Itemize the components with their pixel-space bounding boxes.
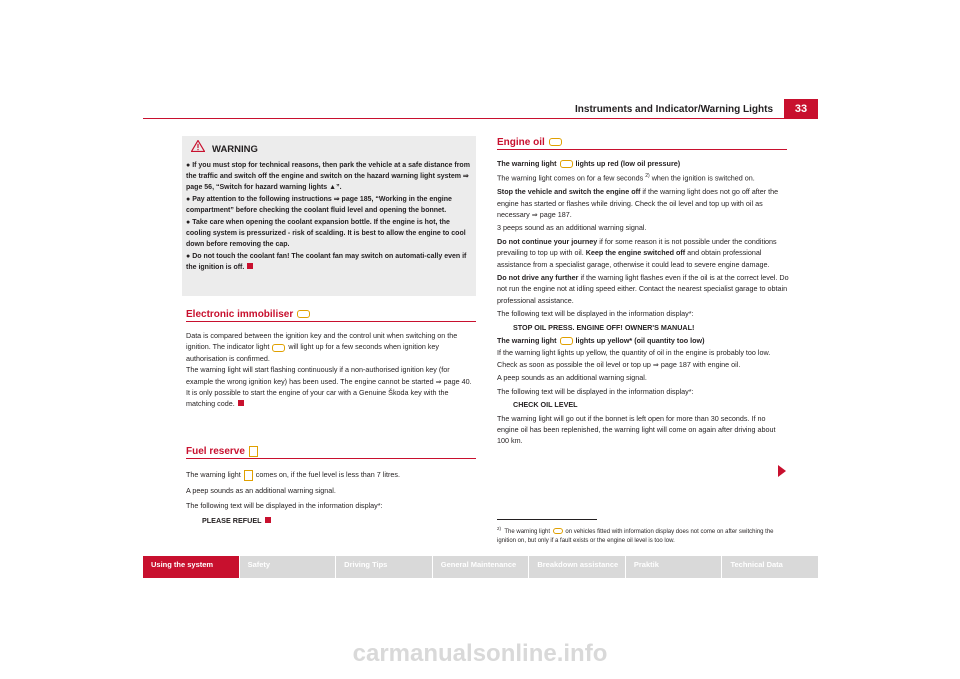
oil-can-icon bbox=[560, 337, 573, 345]
fuel-reserve-heading: Fuel reserve bbox=[186, 446, 259, 457]
nav-safety[interactable]: Safety bbox=[240, 556, 337, 578]
header-rule bbox=[143, 118, 818, 119]
nav-general-maintenance[interactable]: General Maintenance bbox=[433, 556, 530, 578]
continue-arrow-icon bbox=[778, 465, 786, 477]
chapter-nav bbox=[143, 556, 818, 578]
watermark: carmanualsonline.info bbox=[352, 640, 608, 667]
fuel-pump-icon bbox=[249, 446, 258, 457]
oil-can-icon bbox=[549, 138, 562, 146]
section-end-mark bbox=[238, 400, 244, 406]
fuel-reserve-body: The warning light comes on, if the fuel level is less than 7 litres. A peep sounds as an additional warning signal. The following text will be displayed in the information display*: PLEASE REFUEL bbox=[186, 470, 400, 526]
section-rule bbox=[186, 458, 476, 459]
oil-can-icon bbox=[553, 528, 563, 534]
nav-using-the-system[interactable]: Using the system bbox=[143, 556, 240, 578]
warning-item: ● Pay attention to the following instructions ⇒ page 185, “Working in the engine compartment” before checking the coolant fluid level and opening the bonnet. bbox=[186, 196, 452, 214]
warning-item: ● Take care when opening the coolant expansion bottle. If the engine is hot, the cooling system is pressurized - risk of scalding. It is best to allow the engine to cool down before removing the cap. bbox=[186, 219, 466, 248]
footnote: $^{2)}$ The warning light on vehicles fitted with information display does not come on after switching the ignition on, but only if a fault exists or the engine oil level is too low. bbox=[497, 526, 774, 544]
engine-oil-body: The warning light lights up red (low oil pressure) The warning light comes on for a few seconds $^{2)}$ when the ignition is switched on. Stop the vehicle and switch the engine off if the warning light does not go off after the engine has started or flashes while driving. Check the oil level and top up with oil as necessary ⇒ page 187. 3 peeps sound as an additional warning signal. Do not continue your journey if for some reason it is not possible under the conditions prevailing to top up with oil. Keep the engine switched off and obtain professional assistance from a specialist garage, otherwise it could lead to severe engine damage. Do not drive any further if the warning light flashes even if the oil is at the correct level. Do not run the engine not at idling speed either. Contact the nearest specialist garage to obtain professional assistance. The following text will be displayed in the information display*: STOP OIL PRESS. ENGINE OFF! OWNER'S MANUAL! The warning light lights up yellow* (oil quantity too low) If the warning light lights up yellow, the quantity of oil in the engine is probably too low. Check as soon as possible the oil level or top up ⇒ page 187 with engine oil. A peep sounds as an additional warning signal. The following text will be displayed in the information display*: CHECK OIL LEVEL The warning light will go out if the bonnet is left open for more than 30 seconds. If no engine oil has been replenished, the warning light will come on again after driving about 100 km. bbox=[497, 159, 789, 446]
immobiliser-icon bbox=[272, 344, 285, 352]
warning-heading: WARNING bbox=[212, 144, 258, 155]
immobiliser-body: Data is compared between the ignition key and the control unit when switching on the ignition. The indicator light will light up for a few seconds when ignition key authorisation is confirmed. The warning light will start flashing continuously if a non-authorised ignition key (for example the wrong ignition key) has been used. The engine cannot be started ⇒ page 40. It is only possible to start the engine of your car with a Genuine Škoda key with the matching code. bbox=[186, 331, 472, 409]
warning-list bbox=[186, 160, 473, 274]
warning-triangle-icon bbox=[191, 140, 205, 152]
warning-item: ● If you must stop for technical reasons, then park the vehicle at a safe distance from the traffic and switch off the engine and switch on the hazard warning light system ⇒ page 56, “Switch for hazard warning lights ▲”. bbox=[186, 162, 470, 191]
footnote-rule bbox=[497, 519, 597, 520]
fuel-pump-icon bbox=[244, 470, 253, 481]
nav-breakdown-assistance[interactable]: Breakdown assistance bbox=[529, 556, 626, 578]
page-header-title: Instruments and Indicator/Warning Lights bbox=[575, 104, 773, 115]
nav-praktik[interactable]: Praktik bbox=[626, 556, 723, 578]
immobiliser-icon bbox=[297, 310, 310, 318]
immobiliser-heading: Electronic immobiliser bbox=[186, 309, 311, 320]
section-rule bbox=[186, 321, 476, 322]
section-rule bbox=[497, 149, 787, 150]
nav-driving-tips[interactable]: Driving Tips bbox=[336, 556, 433, 578]
section-end-mark bbox=[265, 517, 271, 523]
section-end-mark bbox=[247, 263, 253, 269]
oil-can-icon bbox=[560, 160, 573, 168]
engine-oil-heading: Engine oil bbox=[497, 137, 563, 148]
warning-item: ● Do not touch the coolant fan! The coolant fan may switch on automati-cally even if the ignition is off. bbox=[186, 253, 467, 271]
nav-technical-data[interactable]: Technical Data bbox=[722, 556, 818, 578]
page-number: 33 bbox=[784, 99, 818, 119]
